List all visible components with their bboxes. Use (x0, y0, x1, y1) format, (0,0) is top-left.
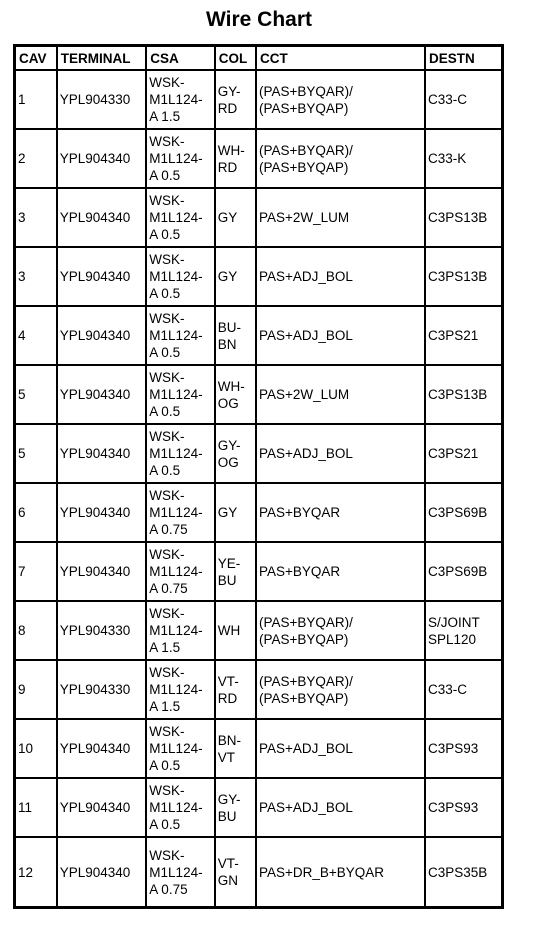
cell-destn: C3PS13B (425, 365, 503, 424)
cell-csa: WSK- M1L124- A 0.5 (146, 247, 214, 306)
cell-csa: WSK- M1L124- A 1.5 (146, 660, 214, 719)
cell-destn: C3PS69B (425, 483, 503, 542)
cell-csa: WSK- M1L124- A 0.5 (146, 719, 214, 778)
cell-cct: PAS+ADJ_BOL (256, 778, 425, 837)
cell-terminal: YPL904340 (57, 542, 147, 601)
header-destn: DESTN (425, 46, 503, 71)
cell-terminal: YPL904340 (57, 188, 147, 247)
cell-col: GY (215, 188, 256, 247)
cell-col: BU- BN (215, 306, 256, 365)
cell-cct: (PAS+BYQAR)/ (PAS+BYQAP) (256, 70, 425, 129)
cell-terminal: YPL904330 (57, 660, 147, 719)
cell-cct: (PAS+BYQAR)/ (PAS+BYQAP) (256, 129, 425, 188)
cell-cct: (PAS+BYQAR)/ (PAS+BYQAP) (256, 601, 425, 660)
cell-col: YE- BU (215, 542, 256, 601)
wire-chart-table (13, 44, 504, 909)
cell-terminal: YPL904340 (57, 129, 147, 188)
cell-terminal: YPL904340 (57, 306, 147, 365)
cell-cct: PAS+2W_LUM (256, 188, 425, 247)
cell-csa: WSK- M1L124- A 1.5 (146, 601, 214, 660)
cell-terminal: YPL904330 (57, 70, 147, 129)
cell-cct: PAS+BYQAR (256, 542, 425, 601)
table-row (15, 778, 503, 837)
cell-col: VT- RD (215, 660, 256, 719)
cell-col: WH- RD (215, 129, 256, 188)
cell-col: GY (215, 247, 256, 306)
table-row (15, 365, 503, 424)
cell-cct: PAS+BYQAR (256, 483, 425, 542)
cell-destn: C3PS35B (425, 837, 503, 908)
cell-col: GY (215, 483, 256, 542)
cell-terminal: YPL904340 (57, 837, 147, 908)
cell-terminal: YPL904340 (57, 778, 147, 837)
cell-destn: C3PS69B (425, 542, 503, 601)
cell-col: GY- BU (215, 778, 256, 837)
cell-csa: WSK- M1L124- A 0.5 (146, 424, 214, 483)
cell-cav: 8 (15, 601, 57, 660)
cell-destn: C3PS13B (425, 188, 503, 247)
cell-csa: WSK- M1L124- A 0.5 (146, 365, 214, 424)
table-row (15, 837, 503, 908)
cell-csa: WSK- M1L124- A 0.75 (146, 542, 214, 601)
table-row (15, 542, 503, 601)
cell-col: GY- RD (215, 70, 256, 129)
cell-col: BN- VT (215, 719, 256, 778)
header-cav: CAV (15, 46, 57, 71)
cell-cct: PAS+ADJ_BOL (256, 306, 425, 365)
cell-destn: C33-C (425, 660, 503, 719)
cell-destn: C3PS21 (425, 424, 503, 483)
cell-csa: WSK- M1L124- A 1.5 (146, 70, 214, 129)
cell-csa: WSK- M1L124- A 0.5 (146, 778, 214, 837)
cell-cav: 3 (15, 247, 57, 306)
table-row (15, 719, 503, 778)
cell-cav: 4 (15, 306, 57, 365)
table-row (15, 601, 503, 660)
cell-cav: 3 (15, 188, 57, 247)
cell-cav: 5 (15, 365, 57, 424)
cell-cav: 11 (15, 778, 57, 837)
cell-cav: 2 (15, 129, 57, 188)
table-row (15, 247, 503, 306)
cell-cav: 10 (15, 719, 57, 778)
page-title: Wire Chart (206, 8, 312, 31)
cell-terminal: YPL904340 (57, 247, 147, 306)
cell-destn: C33-K (425, 129, 503, 188)
table-row (15, 188, 503, 247)
cell-terminal: YPL904330 (57, 601, 147, 660)
cell-terminal: YPL904340 (57, 483, 147, 542)
table-row (15, 70, 503, 129)
header-terminal: TERMINAL (57, 46, 147, 71)
cell-cct: PAS+DR_B+BYQAR (256, 837, 425, 908)
cell-col: GY- OG (215, 424, 256, 483)
header-row (15, 46, 503, 71)
table-row (15, 129, 503, 188)
cell-cav: 7 (15, 542, 57, 601)
cell-destn: C3PS21 (425, 306, 503, 365)
cell-destn: C3PS93 (425, 778, 503, 837)
cell-terminal: YPL904340 (57, 719, 147, 778)
cell-terminal: YPL904340 (57, 424, 147, 483)
cell-col: WH- OG (215, 365, 256, 424)
cell-csa: WSK- M1L124- A 0.5 (146, 188, 214, 247)
cell-cav: 6 (15, 483, 57, 542)
cell-col: VT- GN (215, 837, 256, 908)
table-row (15, 483, 503, 542)
header-cct: CCT (256, 46, 425, 71)
cell-cct: PAS+ADJ_BOL (256, 424, 425, 483)
header-col: COL (215, 46, 256, 71)
cell-destn: C3PS13B (425, 247, 503, 306)
cell-cav: 12 (15, 837, 57, 908)
cell-csa: WSK- M1L124- A 0.75 (146, 837, 214, 908)
table-row (15, 306, 503, 365)
cell-cct: PAS+ADJ_BOL (256, 247, 425, 306)
cell-cav: 9 (15, 660, 57, 719)
cell-destn: C33-C (425, 70, 503, 129)
cell-csa: WSK- M1L124- A 0.5 (146, 306, 214, 365)
cell-cav: 5 (15, 424, 57, 483)
cell-cct: (PAS+BYQAR)/ (PAS+BYQAP) (256, 660, 425, 719)
cell-csa: WSK- M1L124- A 0.5 (146, 129, 214, 188)
cell-csa: WSK- M1L124- A 0.75 (146, 483, 214, 542)
cell-destn: C3PS93 (425, 719, 503, 778)
cell-col: WH (215, 601, 256, 660)
header-csa: CSA (146, 46, 214, 71)
cell-cav: 1 (15, 70, 57, 129)
table-row (15, 424, 503, 483)
cell-cct: PAS+ADJ_BOL (256, 719, 425, 778)
cell-terminal: YPL904340 (57, 365, 147, 424)
table-row (15, 660, 503, 719)
cell-destn: S/JOINT SPL120 (425, 601, 503, 660)
cell-cct: PAS+2W_LUM (256, 365, 425, 424)
